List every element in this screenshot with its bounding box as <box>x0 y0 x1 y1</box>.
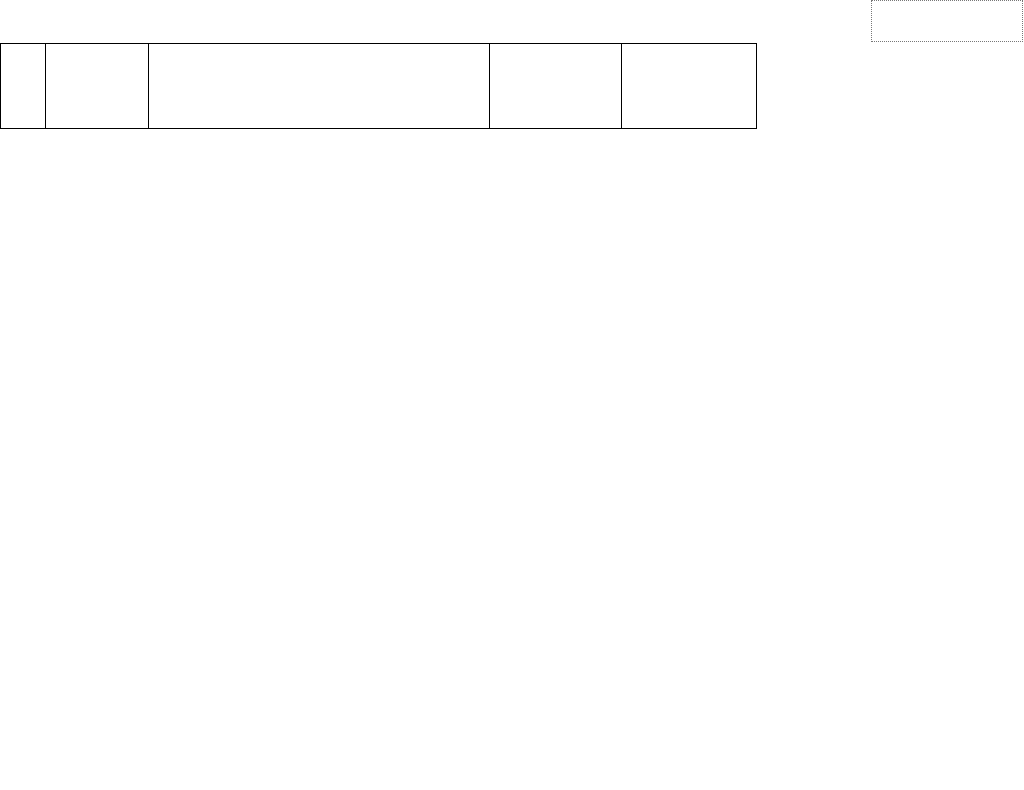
table-header-row <box>0 43 757 129</box>
empty-cell[interactable] <box>871 0 1023 42</box>
header-name <box>149 43 490 129</box>
document-title <box>0 20 872 42</box>
header-group <box>46 43 149 129</box>
header-rating <box>622 43 757 129</box>
header-num <box>0 43 46 129</box>
header-sum <box>490 43 622 129</box>
